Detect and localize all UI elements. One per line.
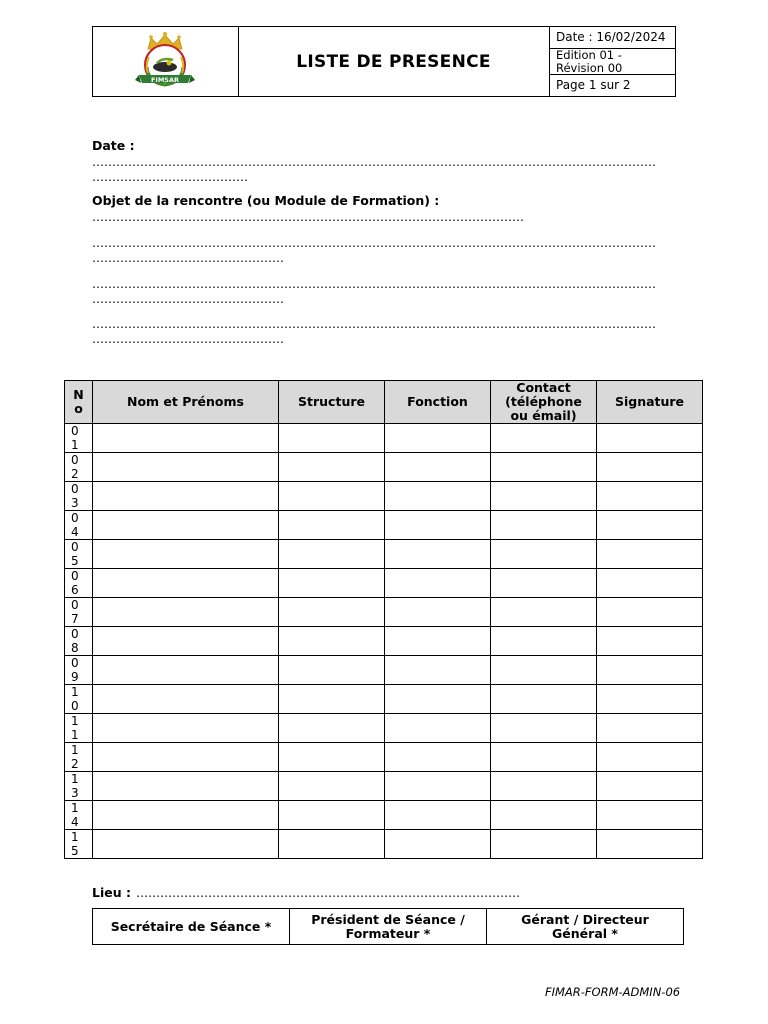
- gerant-line1: Gérant / Directeur: [521, 911, 649, 927]
- objet-line-4[interactable]: ……………………………………………………………………………………………………………………………: [92, 317, 656, 331]
- name-cell[interactable]: [93, 540, 279, 569]
- svg-text:FIMSAR: FIMSAR: [150, 76, 180, 84]
- signature-table: [92, 908, 684, 945]
- row-number: [65, 482, 93, 511]
- row-number-digit: 0: [71, 482, 79, 496]
- structure-cell[interactable]: [279, 656, 385, 685]
- contact-cell[interactable]: [491, 598, 597, 627]
- president-line1: Président de Séance /: [311, 911, 465, 927]
- table-row: [65, 453, 703, 482]
- name-cell[interactable]: [93, 569, 279, 598]
- document-title: LISTE DE PRESENCE: [238, 27, 550, 96]
- document-date: Date : 16/02/2024: [550, 27, 676, 49]
- contact-cell[interactable]: [491, 656, 597, 685]
- gerant-line2: Général *: [552, 925, 618, 941]
- contact-cell[interactable]: [491, 685, 597, 714]
- row-number-digit: 0: [71, 540, 79, 554]
- row-number: [65, 830, 93, 859]
- contact-cell[interactable]: [491, 511, 597, 540]
- fonction-cell[interactable]: [385, 772, 491, 801]
- table-header-row: [65, 381, 703, 424]
- lieu-dotted-line[interactable]: ……………………………………………………………………………………: [136, 886, 521, 900]
- structure-cell[interactable]: [279, 511, 385, 540]
- contact-cell[interactable]: [491, 453, 597, 482]
- row-number: [65, 714, 93, 743]
- name-cell[interactable]: [93, 743, 279, 772]
- row-number: [65, 569, 93, 598]
- structure-cell[interactable]: [279, 830, 385, 859]
- edition-line: Edition 01 -: [556, 48, 622, 62]
- header-no-line1: N: [73, 387, 84, 402]
- contact-cell[interactable]: [491, 714, 597, 743]
- row-number-digit: 1: [71, 728, 79, 742]
- document-header: [92, 26, 676, 97]
- signature-row: [93, 909, 684, 945]
- attendance-rows: [65, 424, 703, 859]
- row-number-digit: 3: [71, 496, 79, 510]
- document-edition: [550, 49, 676, 75]
- row-number-digit: 0: [71, 424, 79, 438]
- row-number-digit: 1: [71, 743, 79, 757]
- fonction-cell[interactable]: [385, 511, 491, 540]
- row-number-digit: 0: [71, 627, 79, 641]
- signature-cell[interactable]: [597, 569, 703, 598]
- name-cell[interactable]: [93, 830, 279, 859]
- name-cell[interactable]: [93, 511, 279, 540]
- row-number-digit: 1: [71, 830, 79, 844]
- row-number: [65, 685, 93, 714]
- fonction-cell[interactable]: [385, 569, 491, 598]
- table-row: [65, 801, 703, 830]
- gerant-cell[interactable]: [487, 909, 684, 945]
- row-number-digit: 5: [71, 554, 79, 568]
- row-number-digit: 9: [71, 670, 79, 684]
- row-number-digit: 1: [71, 714, 79, 728]
- contact-cell[interactable]: [491, 424, 597, 453]
- row-number: [65, 656, 93, 685]
- table-row: [65, 627, 703, 656]
- row-number-digit: 6: [71, 583, 79, 597]
- signature-cell[interactable]: [597, 743, 703, 772]
- row-number-digit: 0: [71, 656, 79, 670]
- fimsar-logo: [93, 27, 238, 96]
- structure-cell[interactable]: [279, 627, 385, 656]
- fonction-cell[interactable]: [385, 830, 491, 859]
- fonction-cell[interactable]: [385, 598, 491, 627]
- table-row: [65, 424, 703, 453]
- structure-cell[interactable]: [279, 714, 385, 743]
- contact-cell[interactable]: [491, 627, 597, 656]
- header-contact: [491, 381, 597, 424]
- contact-cell[interactable]: [491, 801, 597, 830]
- revision-line: Révision 00: [556, 61, 623, 75]
- signature-cell[interactable]: [597, 482, 703, 511]
- header-no-line2: o: [74, 401, 83, 416]
- fonction-cell[interactable]: [385, 656, 491, 685]
- table-row: [65, 685, 703, 714]
- signature-cell[interactable]: [597, 656, 703, 685]
- row-number-digit: 5: [71, 844, 79, 858]
- table-row: [65, 482, 703, 511]
- table-row: [65, 569, 703, 598]
- contact-cell[interactable]: [491, 569, 597, 598]
- signature-cell[interactable]: [597, 685, 703, 714]
- row-number: [65, 511, 93, 540]
- row-number-digit: 0: [71, 453, 79, 467]
- structure-cell[interactable]: [279, 801, 385, 830]
- row-number: [65, 598, 93, 627]
- structure-cell[interactable]: [279, 569, 385, 598]
- fonction-cell[interactable]: [385, 743, 491, 772]
- name-cell[interactable]: [93, 598, 279, 627]
- structure-cell[interactable]: [279, 685, 385, 714]
- fonction-cell[interactable]: [385, 685, 491, 714]
- contact-cell[interactable]: [491, 482, 597, 511]
- date-label: Date :: [92, 138, 135, 153]
- objet-line-3-cont[interactable]: …………………………………………: [92, 292, 284, 306]
- table-row: [65, 772, 703, 801]
- document-page: Page 1 sur 2: [556, 78, 631, 92]
- structure-cell[interactable]: [279, 772, 385, 801]
- signature-cell[interactable]: [597, 540, 703, 569]
- row-number-digit: 2: [71, 467, 79, 481]
- name-cell[interactable]: [93, 656, 279, 685]
- structure-cell[interactable]: [279, 540, 385, 569]
- fonction-cell[interactable]: [385, 801, 491, 830]
- structure-cell[interactable]: [279, 743, 385, 772]
- objet-label: Objet de la rencontre (ou Module de Formation) :: [92, 193, 440, 208]
- row-number-digit: 2: [71, 757, 79, 771]
- lieu-label: Lieu :: [92, 885, 131, 900]
- name-cell[interactable]: [93, 714, 279, 743]
- name-cell[interactable]: [93, 772, 279, 801]
- name-cell[interactable]: [93, 627, 279, 656]
- row-number-digit: 4: [71, 815, 79, 829]
- contact-cell[interactable]: [491, 772, 597, 801]
- signature-cell[interactable]: [597, 772, 703, 801]
- objet-dotted-line[interactable]: ………………………………………………………………………………………………: [92, 210, 524, 224]
- fonction-cell[interactable]: [385, 424, 491, 453]
- row-number-digit: 0: [71, 569, 79, 583]
- document-code: FIMAR-FORM-ADMIN-06: [545, 985, 681, 999]
- name-cell[interactable]: [93, 453, 279, 482]
- signature-cell[interactable]: [597, 453, 703, 482]
- row-number: [65, 801, 93, 830]
- fonction-cell[interactable]: [385, 714, 491, 743]
- fonction-cell[interactable]: [385, 482, 491, 511]
- row-number-digit: 0: [71, 511, 79, 525]
- name-cell[interactable]: [93, 801, 279, 830]
- fonction-cell[interactable]: [385, 627, 491, 656]
- structure-cell[interactable]: [279, 424, 385, 453]
- objet-line-2[interactable]: ……………………………………………………………………………………………………………………………: [92, 236, 656, 250]
- row-number-digit: 3: [71, 786, 79, 800]
- row-number-digit: 7: [71, 612, 79, 626]
- row-number: [65, 772, 93, 801]
- row-number-digit: 0: [71, 598, 79, 612]
- header-signature: Signature: [597, 381, 703, 424]
- header-fonction: Fonction: [385, 381, 491, 424]
- structure-cell[interactable]: [279, 598, 385, 627]
- table-row: [65, 656, 703, 685]
- fonction-cell[interactable]: [385, 540, 491, 569]
- header-contact-line1: Contact: [516, 380, 571, 395]
- president-line2: Formateur *: [345, 925, 431, 941]
- date-dotted-line[interactable]: ……………………………………………………………………………………………………………………………: [92, 155, 656, 169]
- name-cell[interactable]: [93, 424, 279, 453]
- attendance-table: [64, 380, 703, 859]
- objet-line-2-cont[interactable]: …………………………………………: [92, 251, 284, 265]
- row-number-digit: 1: [71, 772, 79, 786]
- structure-cell[interactable]: [279, 482, 385, 511]
- header-contact-line3: ou émail): [510, 408, 577, 423]
- signature-cell[interactable]: [597, 830, 703, 859]
- table-row: [65, 714, 703, 743]
- contact-cell[interactable]: [491, 540, 597, 569]
- row-number-digit: 0: [71, 699, 79, 713]
- contact-cell[interactable]: [491, 743, 597, 772]
- objet-line-4-cont[interactable]: …………………………………………: [92, 332, 284, 346]
- signature-cell[interactable]: [597, 511, 703, 540]
- lieu-field: [92, 882, 520, 901]
- contact-cell[interactable]: [491, 830, 597, 859]
- signature-cell[interactable]: [597, 627, 703, 656]
- logo-cell: [93, 27, 239, 96]
- president-cell[interactable]: [290, 909, 487, 945]
- header-no: [65, 381, 93, 424]
- row-number: [65, 424, 93, 453]
- table-row: [65, 540, 703, 569]
- structure-cell[interactable]: [279, 453, 385, 482]
- table-row: [65, 511, 703, 540]
- row-number-digit: 1: [71, 685, 79, 699]
- header-name: Nom et Prénoms: [93, 381, 279, 424]
- secretaire-cell[interactable]: Secrétaire de Séance *: [93, 909, 290, 945]
- table-row: [65, 598, 703, 627]
- table-row: [65, 830, 703, 859]
- name-cell[interactable]: [93, 482, 279, 511]
- row-number: [65, 627, 93, 656]
- date-dotted-line-cont[interactable]: …………………………………: [92, 170, 248, 184]
- signature-cell[interactable]: [597, 801, 703, 830]
- name-cell[interactable]: [93, 685, 279, 714]
- fonction-cell[interactable]: [385, 453, 491, 482]
- objet-line-3[interactable]: ……………………………………………………………………………………………………………………………: [92, 277, 656, 291]
- row-number-digit: 1: [71, 438, 79, 452]
- row-number: [65, 540, 93, 569]
- row-number-digit: 4: [71, 525, 79, 539]
- row-number-digit: 1: [71, 801, 79, 815]
- row-number-digit: 8: [71, 641, 79, 655]
- header-contact-line2: (téléphone: [505, 394, 582, 409]
- row-number: [65, 743, 93, 772]
- header-structure: Structure: [279, 381, 385, 424]
- signature-cell[interactable]: [597, 598, 703, 627]
- signature-cell[interactable]: [597, 424, 703, 453]
- row-number: [65, 453, 93, 482]
- table-row: [65, 743, 703, 772]
- signature-cell[interactable]: [597, 714, 703, 743]
